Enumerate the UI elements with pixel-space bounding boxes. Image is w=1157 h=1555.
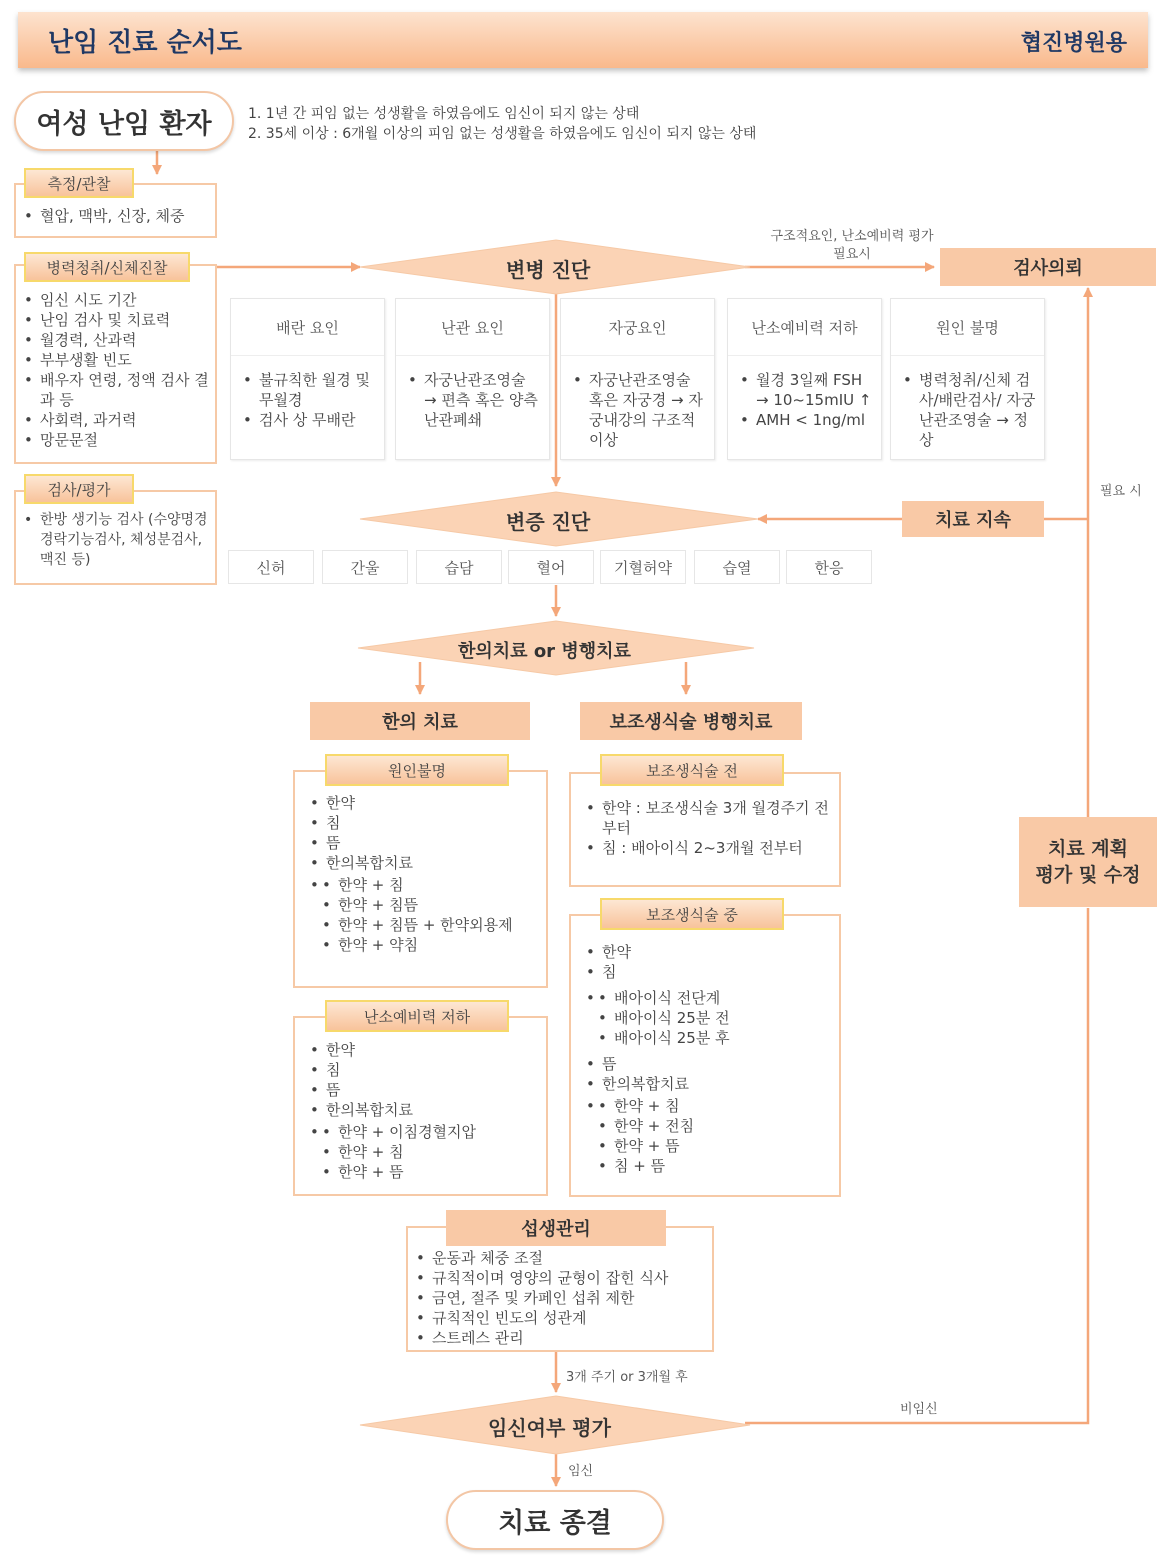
unexplained-sublist: [322, 875, 540, 955]
list-item: • 한약 + 침뜸 + 한약외용제: [322, 915, 540, 935]
list-item: • 한의복합치료: [310, 853, 540, 873]
definition-line: 1. 1년 간 피임 없는 성생활을 하였음에도 임신이 되지 않는 상태: [248, 106, 640, 122]
dor-title: 난소예비력 저하: [363, 1007, 471, 1026]
cause-list: [243, 370, 376, 430]
pattern-label: 한응: [814, 558, 844, 577]
cause-title: 원인 불명: [891, 299, 1044, 356]
end-label: 치료 종결: [498, 1507, 612, 1539]
dor-tag: [325, 1000, 509, 1032]
lifestyle-tag: [446, 1210, 666, 1246]
referral-box: [940, 248, 1156, 286]
definition-line: 2. 35세 이상 : 6개월 이상의 피임 없는 성생활을 하였음에도 임신이 되지 않는 상태: [248, 126, 757, 142]
pregnancy-eval-label: 임신여부 평가: [488, 1416, 611, 1440]
list-item: • 한약: [310, 1040, 540, 1060]
list-item: • 불규칙한 월경 및 무월경: [243, 370, 376, 410]
lifestyle-list: [416, 1248, 711, 1348]
list-item: • 규칙적이며 영양의 균형이 잡힌 식사: [416, 1268, 711, 1288]
cause-list: [408, 370, 541, 430]
pattern-item: [228, 550, 314, 584]
referral-label: 검사의뢰: [1013, 258, 1083, 279]
cause-title: 배란 요인: [231, 299, 384, 356]
list-item: • 한방 생기능 검사 (수양명경경락기능검사, 체성분검사, 맥진 등): [24, 510, 212, 570]
dor-list: [310, 1040, 540, 1184]
plan-eval-line: 평가 및 수정: [1035, 864, 1141, 886]
history-tag: [24, 252, 190, 282]
km-treatment-box: [310, 702, 530, 740]
list-item: • 한약 + 뜸: [598, 1136, 836, 1156]
list-item: • 한약: [310, 793, 540, 813]
referral-note-line: 필요시: [833, 247, 871, 262]
list-item: • 뜸: [586, 1054, 836, 1074]
history-list: [24, 290, 214, 450]
pattern-item: [416, 550, 502, 584]
cause-tubal: [395, 298, 550, 460]
plan-eval-box: [1019, 817, 1157, 907]
art-before-list: [586, 798, 836, 858]
list-item: • 부부생활 빈도: [24, 350, 214, 370]
cause-title: 자궁요인: [561, 299, 714, 356]
page-title: 난임 진료 순서도: [48, 28, 242, 58]
unexplained-tag: [325, 754, 509, 786]
measurement-title: 측정/관찰: [47, 174, 111, 193]
list-item: • 한약 + 침뜸: [322, 895, 540, 915]
cause-list: [903, 370, 1036, 450]
end-node: [446, 1490, 664, 1550]
art-during-tag: [600, 898, 784, 930]
list-item: • 침: [310, 1060, 540, 1080]
dor-sublist: [322, 1122, 540, 1182]
sub-list-wrap: [310, 1122, 540, 1182]
list-item: • 규칙적인 빈도의 성관계: [416, 1308, 711, 1328]
art-treatment-box: [580, 702, 802, 740]
list-item: • 침: [586, 962, 836, 982]
list-item: • 한약 : 보조생식술 3개 월경주기 전부터: [586, 798, 836, 838]
list-item: • 한약 + 침: [322, 1142, 540, 1162]
history-title: 병력청취/신체진찰: [46, 258, 168, 277]
referral-note: [752, 228, 952, 264]
pattern-item: [508, 550, 594, 584]
list-item: • • 배아이식 전단계: [598, 988, 836, 1008]
plan-eval-line: 치료 계획: [1047, 838, 1129, 860]
list-item: • 월경력, 산과력: [24, 330, 214, 350]
unexplained-title: 원인불명: [388, 761, 446, 780]
cause-title: 난관 요인: [396, 299, 549, 356]
list-item: • • 한약 + 침: [322, 875, 540, 895]
cause-ovulation: [230, 298, 385, 460]
cause-ovarian-reserve: [727, 298, 882, 460]
cause-list: [740, 370, 873, 430]
list-item: • 침: [310, 813, 540, 833]
art-during-title: 보조생식술 중: [646, 905, 738, 924]
sub-list-wrap: [586, 1096, 836, 1176]
exam-title: 검사/평가: [47, 480, 111, 499]
period-note: 3개 주기 or 3개월 후: [566, 1370, 688, 1385]
pregnant-label: 임신: [568, 1464, 594, 1479]
list-item: • 혈압, 맥박, 신장, 체중: [24, 206, 214, 226]
sub-list-wrap: [586, 988, 836, 1048]
list-item: • 배아이식 25분 전: [598, 1008, 836, 1028]
sub-list-wrap: [310, 875, 540, 955]
cause-list: [573, 370, 706, 450]
continue-label: 치료 지속: [935, 510, 1011, 531]
list-item: • 한약: [586, 942, 836, 962]
list-item: • 배우자 연령, 정액 검사 결과 등: [24, 370, 214, 410]
pattern-label: 간울: [350, 558, 380, 577]
list-item: • 병력청취/신체 검사/배란검사/ 자궁난관조영술 → 정상: [903, 370, 1036, 450]
list-item: • 침 + 뜸: [598, 1156, 836, 1176]
list-item: • 금연, 절주 및 카페인 섭취 제한: [416, 1288, 711, 1308]
pattern-item: [786, 550, 872, 584]
list-item: • 월경 3일째 FSH → 10~15mIU ↑: [740, 370, 873, 410]
list-item: • 난임 검사 및 치료력: [24, 310, 214, 330]
list-item: • 검사 상 무배란: [243, 410, 376, 430]
art-before-title: 보조생식술 전: [646, 761, 738, 780]
measurement-tag: [24, 168, 134, 198]
list-item: • 한약 + 전침: [598, 1116, 836, 1136]
art-title: 보조생식술 병행치료: [609, 712, 773, 733]
list-item: • • 한약 + 침: [598, 1096, 836, 1116]
pattern-label: 습담: [444, 558, 474, 577]
definition-notes: [248, 104, 888, 144]
pattern-item: [322, 550, 408, 584]
list-item: • 침 : 배아이식 2~3개월 전부터: [586, 838, 836, 858]
list-item: • AMH < 1ng/ml: [740, 410, 873, 430]
referral-note-line: 구조적요인, 난소예비력 평가: [770, 229, 934, 244]
pattern-label: 혈어: [536, 558, 566, 577]
disease-dx-label: 변병 진단: [506, 258, 591, 282]
continue-box: [902, 501, 1044, 537]
non-pregnant-label: 비임신: [900, 1402, 938, 1417]
list-item: • 자궁난관조영술 → 편측 혹은 양측 난관폐쇄: [408, 370, 541, 430]
pattern-label: 기혈허약: [614, 558, 672, 577]
list-item: • 망문문절: [24, 430, 214, 450]
list-item: • 운동과 체중 조절: [416, 1248, 711, 1268]
if-needed-label: 필요 시: [1100, 484, 1142, 499]
pattern-item: [694, 550, 780, 584]
cause-title: 난소예비력 저하: [728, 299, 881, 356]
list-item: • 한의복합치료: [310, 1100, 540, 1120]
art-during-list: [586, 942, 836, 1178]
km-title: 한의 치료: [382, 712, 458, 733]
cause-uterine: [560, 298, 715, 460]
list-item: • 자궁난관조영술 혹은 자궁경 → 자궁내강의 구조적 이상: [573, 370, 706, 450]
list-item: • 뜸: [310, 1080, 540, 1100]
list-item: • 임신 시도 기간: [24, 290, 214, 310]
measurement-list: [24, 206, 214, 226]
list-item: • 한약 + 약침: [322, 935, 540, 955]
unexplained-list: [310, 793, 540, 957]
list-item: • 스트레스 관리: [416, 1328, 711, 1348]
pattern-dx-label: 변증 진단: [506, 510, 591, 534]
start-node: [14, 91, 234, 151]
art-before-tag: [600, 754, 784, 786]
cause-unexplained: [890, 298, 1045, 460]
start-label: 여성 난임 환자: [36, 108, 212, 140]
art-during-sublist: [598, 1096, 836, 1176]
page-subtitle: 협진병원용: [1020, 31, 1127, 56]
pattern-label: 신허: [256, 558, 286, 577]
list-item: • 배아이식 25분 후: [598, 1028, 836, 1048]
list-item: • 사회력, 과거력: [24, 410, 214, 430]
exam-list: [24, 510, 212, 570]
lifestyle-title: 섭생관리: [521, 1219, 591, 1240]
art-during-sublist: [598, 988, 836, 1048]
choice-label: 한의치료 or 병행치료: [458, 641, 631, 662]
pattern-label: 습열: [722, 558, 752, 577]
pattern-item: [600, 550, 686, 584]
list-item: • • 한약 + 이침경혈지압: [322, 1122, 540, 1142]
list-item: • 한약 + 뜸: [322, 1162, 540, 1182]
list-item: • 한의복합치료: [586, 1074, 836, 1094]
exam-tag: [24, 474, 134, 504]
list-item: • 뜸: [310, 833, 540, 853]
